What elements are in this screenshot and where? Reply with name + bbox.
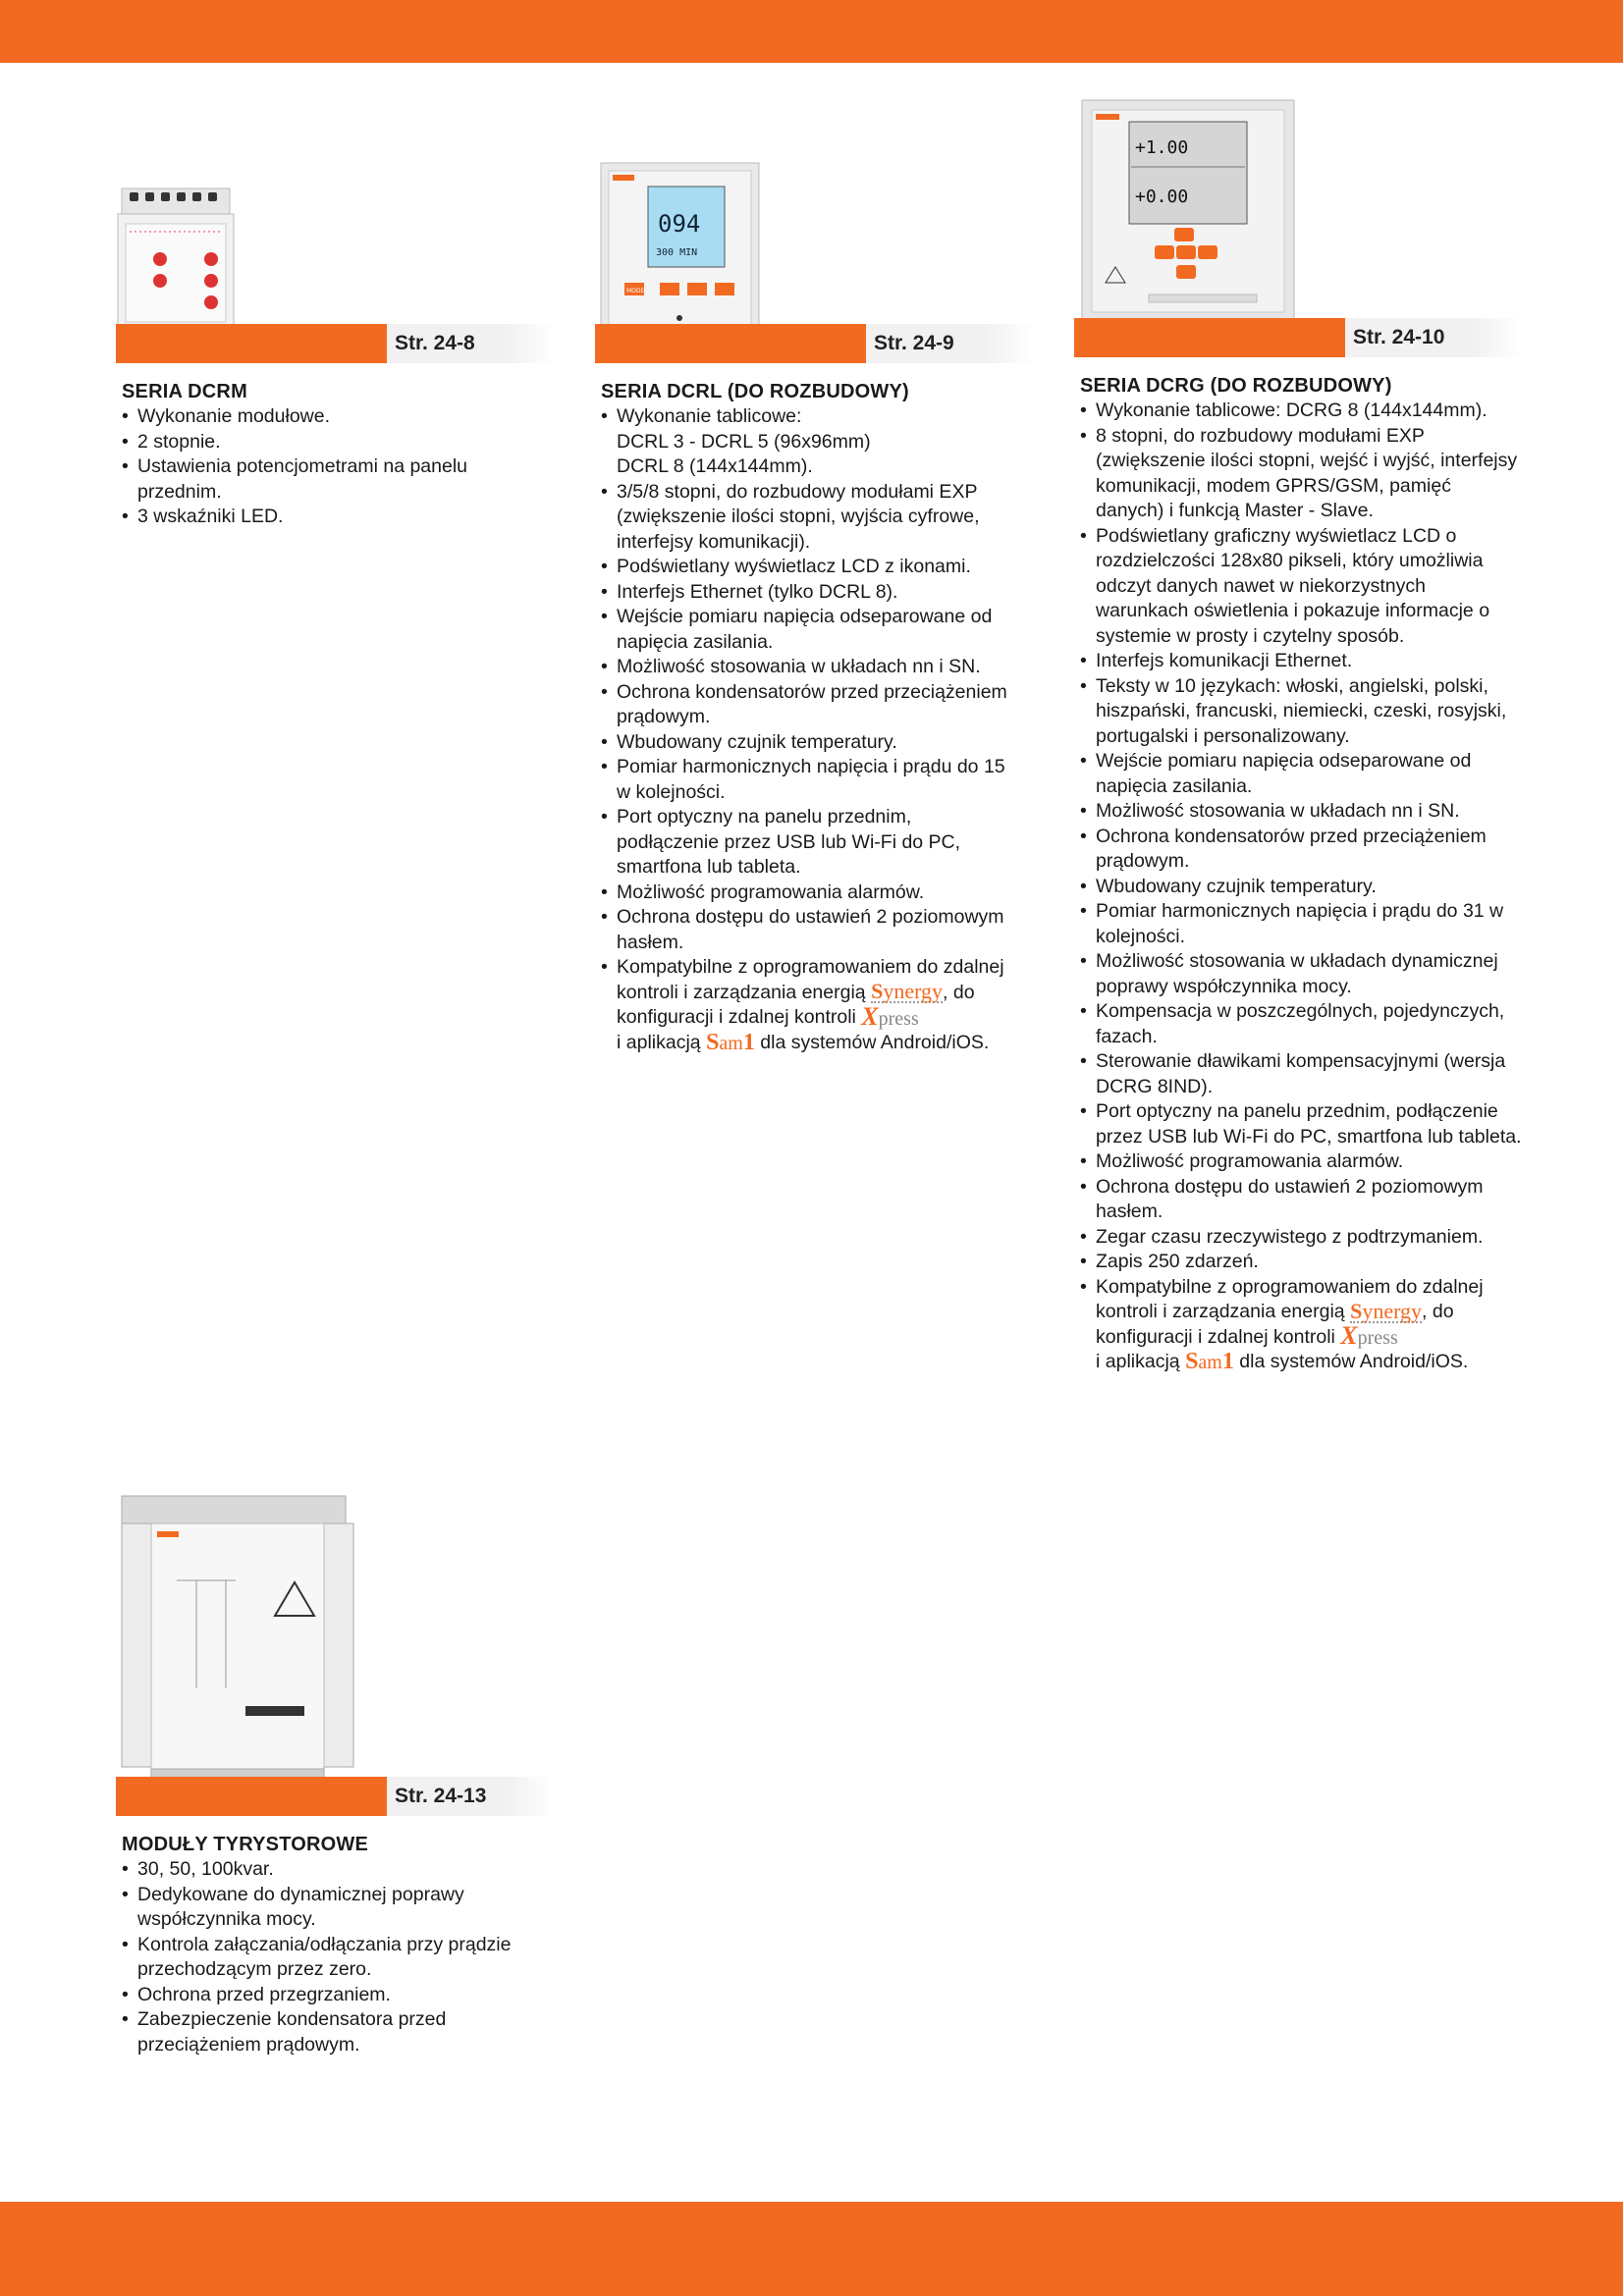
list-item: • Port optyczny na panelu przednim, podłączenie przez USB lub Wi-Fi do PC, smartfona lub tableta. (1080, 1099, 1522, 1149)
dcrl-mount-line-1: DCRL 3 - DCRL 5 (96x96mm) (617, 430, 871, 453)
dcrg-section (1080, 373, 1522, 1375)
list-item: • Wykonanie tablicowe: DCRG 8 (144x144mm). (1080, 399, 1522, 424)
dcrl-mode-label: MODE (626, 288, 645, 294)
compat-text-4: dla systemów Android/iOS. (1239, 1351, 1469, 1372)
bottom-orange-bar (0, 2202, 1623, 2296)
compat-text-2: do konfiguracji i zdalnej kontroli (617, 981, 975, 1028)
compat-text-3: i aplikacją (1096, 1351, 1180, 1372)
ref-strip-dcrl (595, 324, 1027, 363)
list-item: • Możliwość programowania alarmów. (1080, 1149, 1522, 1175)
page-ref-dcrm: Str. 24-8 (387, 324, 556, 363)
list-item: • 3 wskaźniki LED. (122, 505, 495, 530)
ref-strip-dcrm (116, 324, 548, 363)
list-item: • Interfejs komunikacji Ethernet. (1080, 649, 1522, 674)
dcrg-display-value-1: +1.00 (1135, 137, 1189, 158)
synergy-logo: Synergy (871, 979, 944, 1004)
list-item: • Ochrona dostępu do ustawień 2 poziomowym hasłem. (1080, 1175, 1522, 1225)
list-item-compatibility: • Kompatybilne z oprogramowaniem do zdalnej kontroli i zarządzania energią Synergy, do konfiguracji i zdalnej kontroli Xpress i aplikacją Sam1 dla systemów Android/iOS. (1080, 1275, 1522, 1375)
list-item: • Ochrona kondensatorów przed przeciążeniem prądowym. (1080, 825, 1522, 875)
list-item: • Ochrona kondensatorów przed przeciążeniem prądowym. (601, 680, 1013, 730)
list-item: • Wbudowany czujnik temperatury. (1080, 875, 1522, 900)
dcrm-section (122, 379, 495, 530)
dcrg-product-image (1080, 98, 1296, 324)
list-item: • Dedykowane do dynamicznej poprawy współczynnika mocy. (122, 1883, 534, 1933)
list-item: • Wbudowany czujnik temperatury. (601, 730, 1013, 756)
list-item: • Możliwość stosowania w układach dynamicznej poprawy współczynnika mocy. (1080, 949, 1522, 999)
ref-strip-orange (1074, 318, 1345, 357)
list-item: • Zabezpieczenie kondensatora przed przeciążeniem prądowym. (122, 2007, 534, 2057)
dcrm-title: SERIA DCRM (122, 381, 247, 402)
list-item: • Wykonanie modułowe. (122, 404, 495, 430)
thyristor-module-image (118, 1492, 363, 1787)
list-item: • 3/5/8 stopni, do rozbudowy modułami EXP (zwiększenie ilości stopni, wyjścia cyfrowe, interfejsy komunikacji). (601, 480, 1013, 556)
list-item: • Możliwość programowania alarmów. (601, 881, 1013, 906)
compat-text-3: i aplikacją (617, 1031, 701, 1053)
list-item: • Wejście pomiaru napięcia odseparowane od napięcia zasilania. (601, 605, 1013, 655)
page-ref-thyristor: Str. 24-13 (387, 1777, 556, 1816)
page-ref-dcrl: Str. 24-9 (866, 324, 1035, 363)
compat-text-2: do konfiguracji i zdalnej kontroli (1096, 1301, 1454, 1348)
list-item: • Ochrona dostępu do ustawień 2 poziomowym hasłem. (601, 905, 1013, 955)
list-item: • Zapis 250 zdarzeń. (1080, 1250, 1522, 1275)
dcrg-title: SERIA DCRG (DO ROZBUDOWY) (1080, 375, 1392, 397)
dcrl-title: SERIA DCRL (DO ROZBUDOWY) (601, 381, 909, 402)
sam1-logo: Sam1 (706, 1029, 755, 1055)
list-item: • Interfejs Ethernet (tylko DCRL 8). (601, 580, 1013, 606)
compat-text-4: dla systemów Android/iOS. (760, 1031, 990, 1053)
dcrg-display-value-2: +0.00 (1135, 187, 1189, 207)
list-item: • Port optyczny na panelu przednim, podłączenie przez USB lub Wi-Fi do PC, smartfona lub tableta. (601, 805, 1013, 881)
sam1-logo: Sam1 (1185, 1349, 1234, 1375)
thyristor-title: MODUŁY TYRYSTOROWE (122, 1834, 369, 1855)
xpress-logo: Xpress (1340, 1321, 1398, 1351)
list-item: • Pomiar harmonicznych napięcia i prądu do 31 w kolejności. (1080, 899, 1522, 949)
dcrl-section (601, 379, 1013, 1055)
ref-strip-thyristor (116, 1777, 548, 1816)
ref-strip-orange (116, 324, 387, 363)
list-item: • Kompensacja w poszczególnych, pojedynczych, fazach. (1080, 999, 1522, 1049)
list-item: • Pomiar harmonicznych napięcia i prądu do 15 w kolejności. (601, 755, 1013, 805)
page-ref-dcrg: Str. 24-10 (1345, 318, 1524, 357)
top-orange-bar (0, 0, 1623, 63)
ref-strip-orange (595, 324, 866, 363)
synergy-logo: Synergy (1350, 1298, 1423, 1323)
xpress-logo: Xpress (861, 1001, 919, 1031)
ref-strip-dcrg (1074, 318, 1516, 357)
thyristor-feature-list (122, 1857, 534, 2057)
list-item: • 30, 50, 100kvar. (122, 1857, 534, 1883)
dcrm-feature-list (122, 404, 495, 530)
list-item-compatibility: • Kompatybilne z oprogramowaniem do zdalnej kontroli i zarządzania energią Synergy, do konfiguracji i zdalnej kontroli Xpress i aplikacją Sam1 dla systemów Android/iOS. (601, 955, 1013, 1055)
compat-text-1: Kompatybilne z oprogramowaniem do zdalnej kontroli i zarządzania energią (617, 956, 1004, 1003)
list-item: • Ustawienia potencjometrami na panelu przednim. (122, 454, 495, 505)
list-item: • Ochrona przed przegrzaniem. (122, 1983, 534, 2008)
list-item: • Zegar czasu rzeczywistego z podtrzymaniem. (1080, 1225, 1522, 1251)
dcrm-product-image (116, 179, 236, 346)
thyristor-section (122, 1832, 534, 2057)
list-item: • Wejście pomiaru napięcia odseparowane od napięcia zasilania. (1080, 749, 1522, 799)
dcrl-display-reading: 094 (658, 210, 701, 238)
dcrl-mount-line-2: DCRL 8 (144x144mm). (617, 455, 813, 477)
list-item: • Teksty w 10 językach: włoski, angielski, polski, hiszpański, francuski, niemiecki, czeski, rosyjski, portugalski i personalizowany. (1080, 674, 1522, 750)
list-item: • 8 stopni, do rozbudowy modułami EXP (zwiększenie ilości stopni, wejść i wyjść, interfejsy komunikacji, modem GPRS/GSM, pamięć danych) i funkcją Master - Slave. (1080, 424, 1522, 524)
dcrl-display-unit: 300 MIN (656, 247, 698, 258)
list-item: • Możliwość stosowania w układach nn i SN. (1080, 799, 1522, 825)
list-item (601, 404, 1013, 480)
list-item: • Możliwość stosowania w układach nn i SN. (601, 655, 1013, 680)
dcrg-feature-list (1080, 399, 1522, 1375)
list-item: • 2 stopnie. (122, 430, 495, 455)
ref-strip-orange (116, 1777, 387, 1816)
dcrl-feature-list (601, 404, 1013, 1055)
list-item: • Kontrola załączania/odłączania przy prądzie przechodzącym przez zero. (122, 1933, 534, 1983)
dcrl-product-image (599, 161, 761, 338)
dcrl-mount-label: Wykonanie tablicowe: (617, 405, 802, 427)
list-item: • Podświetlany wyświetlacz LCD z ikonami. (601, 555, 1013, 580)
list-item: • Sterowanie dławikami kompensacyjnymi (wersja DCRG 8IND). (1080, 1049, 1522, 1099)
compat-text-1: Kompatybilne z oprogramowaniem do zdalnej kontroli i zarządzania energią (1096, 1275, 1484, 1322)
list-item: • Podświetlany graficzny wyświetlacz LCD o rozdzielczości 128x80 pikseli, który umożliwia odczyt danych nawet w niekorzystnych warunkach oświetlenia i pokazuje informacje o systemie w prosty i czytelny sposób. (1080, 524, 1522, 650)
